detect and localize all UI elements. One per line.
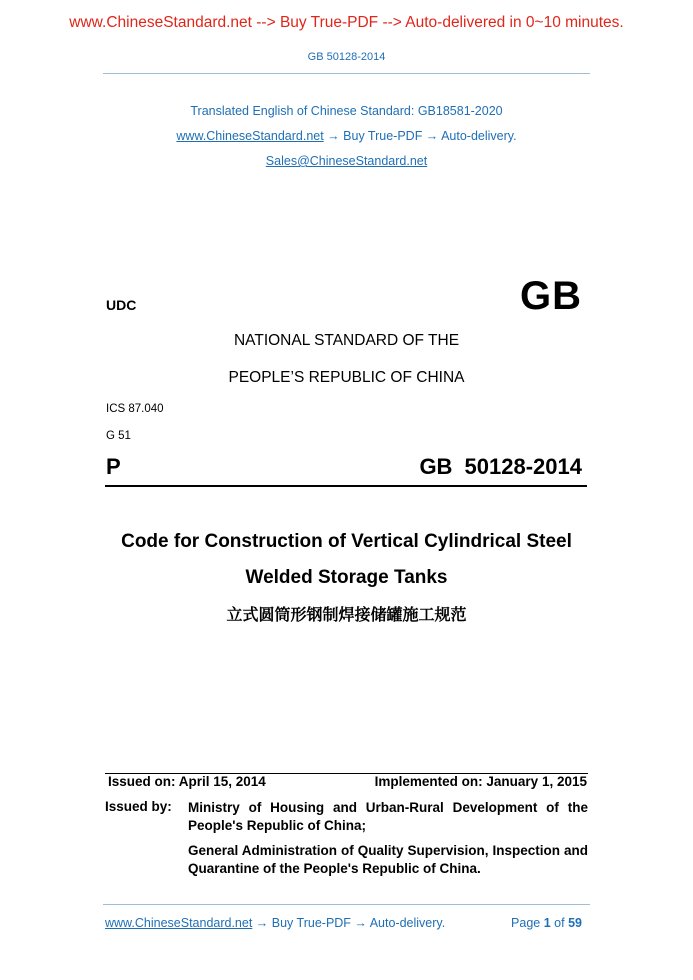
page-word: Page [511, 916, 541, 930]
issued-on-date: Issued on: April 15, 2014 [108, 774, 266, 789]
page-number [511, 916, 582, 930]
issuer-ministry: Ministry of Housing and Urban-Rural Development of the People's Republic of China; [188, 800, 588, 833]
site-link-line [0, 129, 693, 143]
national-standard-line1: NATIONAL STANDARD OF THE [233, 332, 460, 349]
email-line [0, 154, 693, 168]
document-title-line2: Welded Storage Tanks [245, 567, 448, 588]
issuer-aqsiq: General Administration of Quality Supervision, Inspection and Quarantine of the People's Republic of China. [188, 843, 588, 876]
gb-mark: GB [520, 274, 582, 318]
email-link[interactable]: Sales@ChineseStandard.net [265, 154, 428, 168]
translation-note: Translated English of Chinese Standard: GB18581-2020 [190, 104, 503, 118]
implemented-on-date: Implemented on: January 1, 2015 [374, 774, 587, 789]
page-total: 59 [568, 916, 582, 930]
header-divider [103, 73, 590, 74]
footer-site-link[interactable]: www.ChineseStandard.net [105, 916, 253, 930]
title-divider [105, 485, 587, 487]
running-header-code: GB 50128-2014 [307, 51, 386, 63]
footer-buy-text: → Buy True-PDF → Auto-delivery. [252, 916, 446, 930]
page-current: 1 [543, 916, 551, 930]
category-letter: P [106, 454, 121, 479]
promo-banner[interactable]: www.ChineseStandard.net --> Buy True-PDF --> Auto-delivered in 0~10 minutes. [69, 14, 624, 31]
page-of: of [554, 916, 565, 930]
site-link[interactable]: www.ChineseStandard.net [176, 129, 324, 143]
udc-label: UDC [106, 297, 137, 313]
issued-by-label: Issued by: [105, 799, 172, 814]
national-standard-line2: PEOPLE’S REPUBLIC OF CHINA [228, 369, 465, 386]
footer-divider [103, 904, 590, 905]
standard-number: GB 50128-2014 [419, 454, 582, 479]
buy-pdf-text: → Buy True-PDF → Auto-delivery. [323, 129, 517, 143]
document-title-chinese: 立式圆筒形钢制焊接储罐施工规范 [226, 605, 467, 624]
document-title-line1: Code for Construction of Vertical Cylindrical Steel [121, 531, 572, 552]
footer-link-line [105, 916, 445, 930]
g-code: G 51 [106, 430, 131, 442]
ics-code: ICS 87.040 [106, 403, 164, 415]
